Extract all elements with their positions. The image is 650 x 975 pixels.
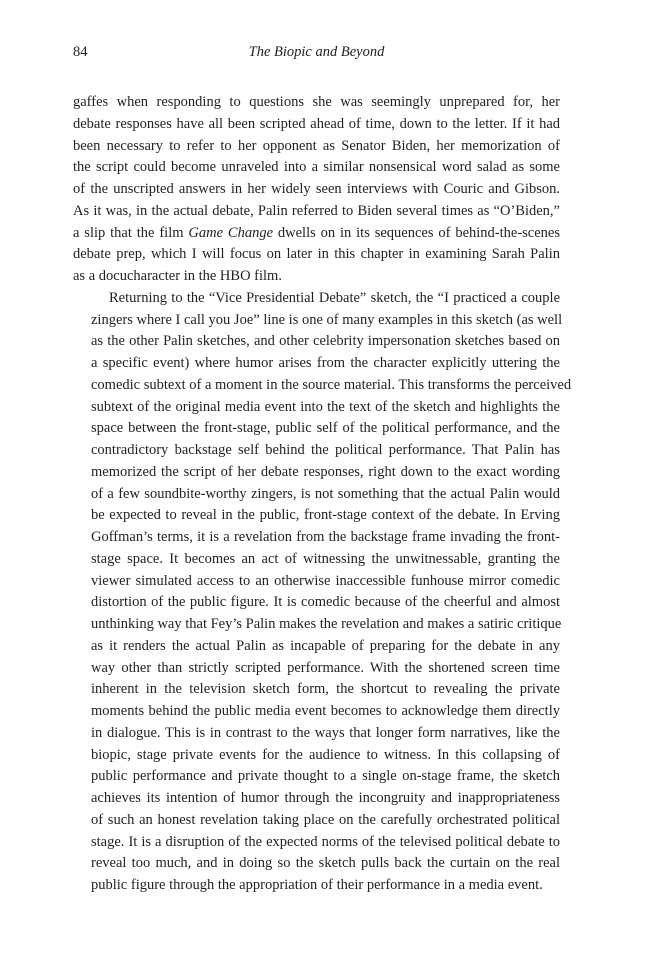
text-line: zingers where I call you Joe” line is one of many examples in this sketch (as well: [91, 311, 563, 328]
text-line: as a docucharacter in the HBO film.: [73, 268, 282, 284]
text-line: biopic, stage private events for the audience to witness. In this collapsing of: [91, 746, 560, 763]
paragraph: [73, 288, 572, 897]
running-title: The Biopic and Beyond: [248, 44, 385, 60]
text-line: in dialogue. This is in contrast to the ways that longer form narratives, like the: [91, 724, 560, 741]
paragraph: [73, 92, 560, 288]
text-line: inherent in the television sketch form, the shortcut to revealing the private: [91, 681, 560, 698]
text-line: moments behind the public media event becomes to acknowledge them directly: [91, 703, 560, 719]
italic-title: Game Change: [188, 224, 274, 241]
text-line: achieves its intention of humor through the incongruity and inappropriateness: [91, 790, 560, 806]
running-head: [73, 44, 560, 66]
text-line: public performance and private thought to a single on-stage frame, the sketch: [91, 768, 560, 785]
text-line: viewer simulated access to an otherwise inaccessible funhouse mirror comedic: [91, 572, 560, 589]
text-line: of a few soundbite-worthy zingers, is not something that the actual Palin would: [91, 485, 560, 502]
text-line: of such an honest revelation taking place on the carefully orchestrated political: [91, 811, 560, 828]
page-number: 84: [73, 44, 88, 60]
text-line: as it renders the actual Palin as incapable of preparing for the debate in any: [91, 637, 560, 654]
text-line: unthinking way that Fey’s Palin makes the revelation and makes a satiric critique: [91, 616, 562, 632]
text-line: a specific event) where humor arises from the character explicitly uttering the: [91, 355, 560, 371]
text-line: reveal too much, and in doing so the sketch pulls back the curtain on the real: [91, 855, 560, 872]
text-line: a slip that the film Game Change dwells on in its sequences of behind-the-scenes: [73, 224, 561, 241]
text-line: stage space. It becomes an act of witnessing the unwitnessable, granting the: [91, 550, 560, 567]
text-line: Returning to the “Vice Presidential Debate” sketch, the “I practiced a couple: [109, 289, 560, 306]
text-line: memorized the script of her debate responses, right down to the exact wording: [91, 463, 560, 480]
text-line: as the other Palin sketches, and other celebrity impersonation sketches based on: [91, 333, 560, 350]
text-line: the script could become unraveled into a similar nonsensical word salad as some: [73, 159, 560, 176]
text-line: way other than strictly scripted performance. With the shortened screen time: [91, 659, 560, 676]
text-line: contradictory backstage self behind the political performance. That Palin has: [91, 442, 560, 458]
text-line: be expected to reveal in the public, front-stage context of the debate. In Erving: [91, 507, 560, 524]
text-line: public figure through the appropriation of their performance in a media event.: [91, 877, 543, 893]
text-line: space between the front-stage, public self of the political performance, and the: [91, 420, 560, 437]
text-line: stage. It is a disruption of the expected norms of the televised political debate to: [91, 833, 560, 850]
text-line: gaffes when responding to questions she was seemingly unprepared for, her: [73, 94, 560, 110]
text-line: debate responses have all been scripted ahead of time, down to the letter. If it had: [73, 115, 560, 132]
text-line: Goffman’s terms, it is a revelation from the backstage frame invading the front-: [91, 529, 560, 545]
body-text: [73, 92, 572, 897]
text-line: subtext of the original media event into the text of the sketch and highlights the: [91, 398, 560, 415]
text-line: debate prep, which I will focus on later in this chapter in examining Sarah Palin: [73, 246, 560, 263]
text-line: been necessary to refer to her opponent as Senator Biden, her memorization of: [73, 137, 560, 154]
text-line: of the unscripted answers in her widely seen interviews with Couric and Gibson.: [73, 181, 560, 197]
text-line: As it was, in the actual debate, Palin referred to Biden several times as “O’Biden,”: [73, 202, 560, 219]
text-line: distortion of the public figure. It is comedic because of the cheerful and almost: [91, 594, 560, 611]
text-line: comedic subtext of a moment in the source material. This transforms the perceived: [91, 376, 572, 393]
